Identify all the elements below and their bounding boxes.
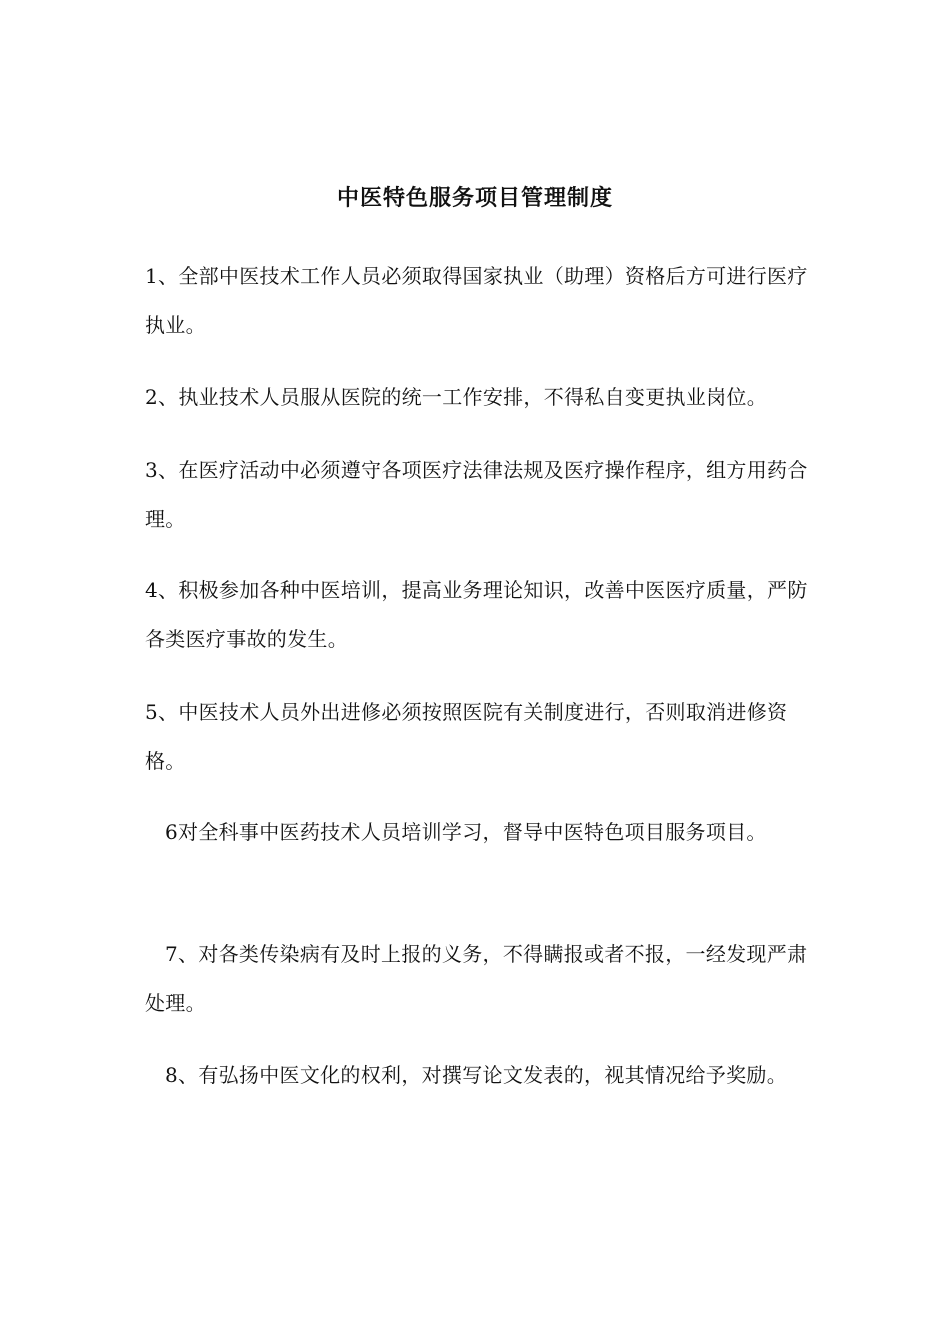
paragraph-8: 8、有弘扬中医文化的权利，对撰写论文发表的，视其情况给予奖励。 <box>165 1063 788 1087</box>
document-title: 中医特色服务项目管理制度 <box>336 186 613 211</box>
paragraph-1: 1、全部中医技术工作人员必须取得国家执业（助理）资格后方可进行医疗执业。 <box>145 264 808 337</box>
paragraph-6: 6对全科事中医药技术人员培训学习，督导中医特色项目服务项目。 <box>165 820 767 844</box>
paragraph-3: 3、在医疗活动中必须遵守各项医疗法律法规及医疗操作程序，组方用药合理。 <box>145 458 808 531</box>
paragraph-4: 4、积极参加各种中医培训，提高业务理论知识，改善中医医疗质量，严防各类医疗事故的发生。 <box>145 578 808 651</box>
paragraph-2: 2、执业技术人员服从医院的统一工作安排，不得私自变更执业岗位。 <box>145 385 768 409</box>
paragraph-5: 5、中医技术人员外出进修必须按照医院有关制度进行，否则取消进修资格。 <box>145 700 788 773</box>
paragraph-7: 7、对各类传染病有及时上报的义务，不得瞒报或者不报，一经发现严肃处理。 <box>145 942 808 1015</box>
